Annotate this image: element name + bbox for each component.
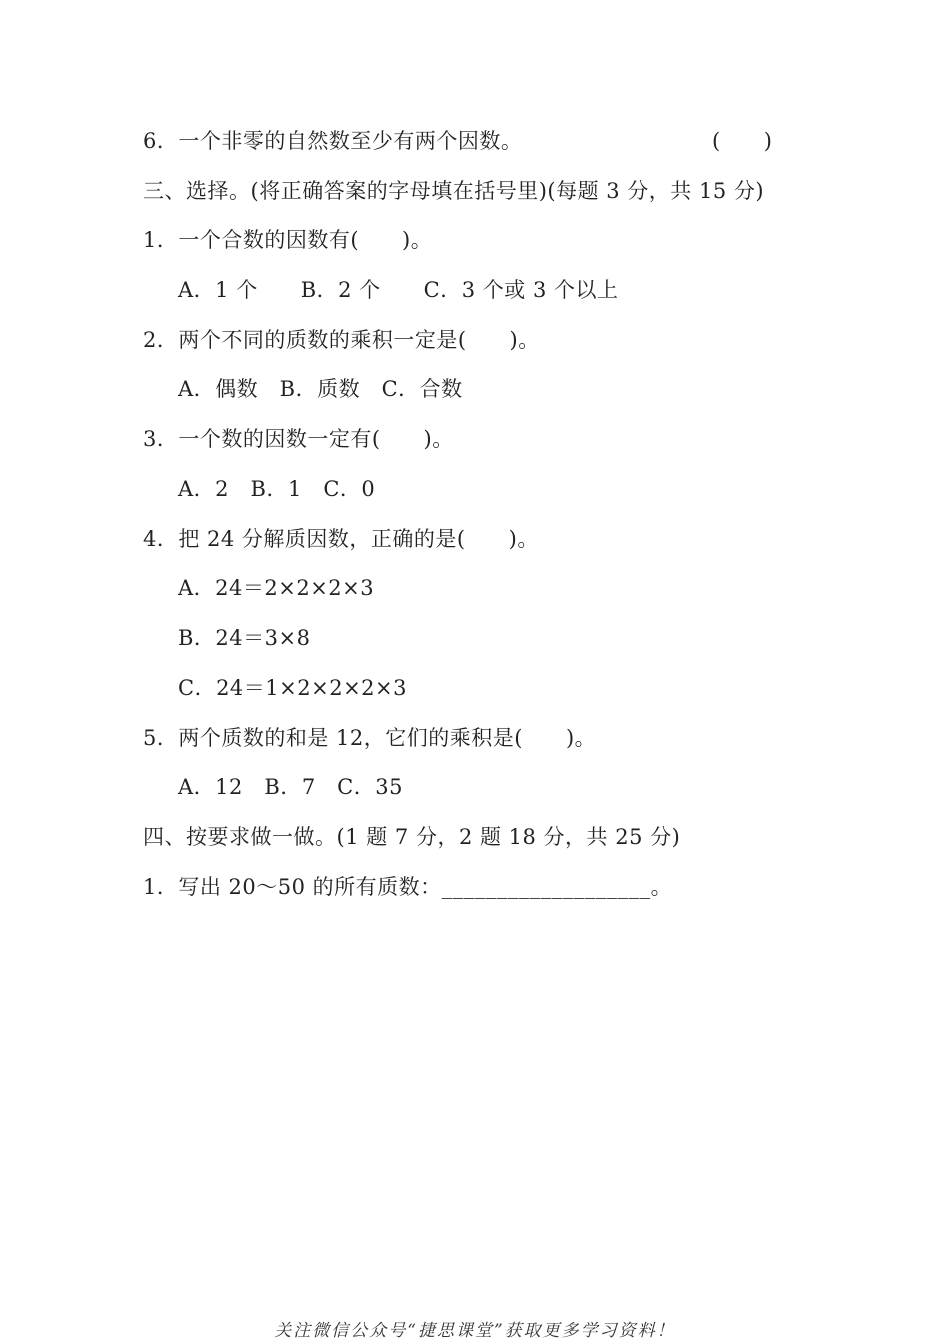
true-false-item-6: 6．一个非零的自然数至少有两个因数。 xyxy=(143,129,523,153)
choice-question-2-options: A．偶数 B．质数 C．合数 xyxy=(178,377,463,401)
choice-question-5-options: A．12 B．7 C．35 xyxy=(178,775,403,799)
footer-note: 关注微信公众号“捷思课堂”获取更多学习资料！ xyxy=(274,1321,676,1341)
choice-question-4-option-a: A．24＝2×2×2×3 xyxy=(178,576,375,600)
choice-question-3: 3．一个数的因数一定有( )。 xyxy=(143,427,454,451)
choice-question-4: 4．把 24 分解质因数，正确的是( )。 xyxy=(143,527,539,551)
section-4-question-1: 1．写出 20～50 的所有质数：___________________。 xyxy=(143,875,673,899)
choice-question-4-option-b: B．24＝3×8 xyxy=(178,626,311,650)
choice-question-2: 2．两个不同的质数的乘积一定是( )。 xyxy=(143,328,540,352)
section-3-heading: 三、选择。(将正确答案的字母填在括号里)(每题 3 分，共 15 分) xyxy=(143,179,765,203)
choice-question-4-option-c: C．24＝1×2×2×2×3 xyxy=(178,676,407,700)
choice-question-1: 1．一个合数的因数有( )。 xyxy=(143,228,433,252)
choice-question-5: 5．两个质数的和是 12，它们的乘积是( )。 xyxy=(143,726,597,750)
answer-parentheses: ( ) xyxy=(712,129,773,153)
choice-question-3-options: A．2 B．1 C．0 xyxy=(178,477,376,501)
choice-question-1-options: A．1 个 B．2 个 C．3 个或 3 个以上 xyxy=(178,278,619,302)
section-4-heading: 四、按要求做一做。(1 题 7 分，2 题 18 分，共 25 分) xyxy=(143,825,681,849)
